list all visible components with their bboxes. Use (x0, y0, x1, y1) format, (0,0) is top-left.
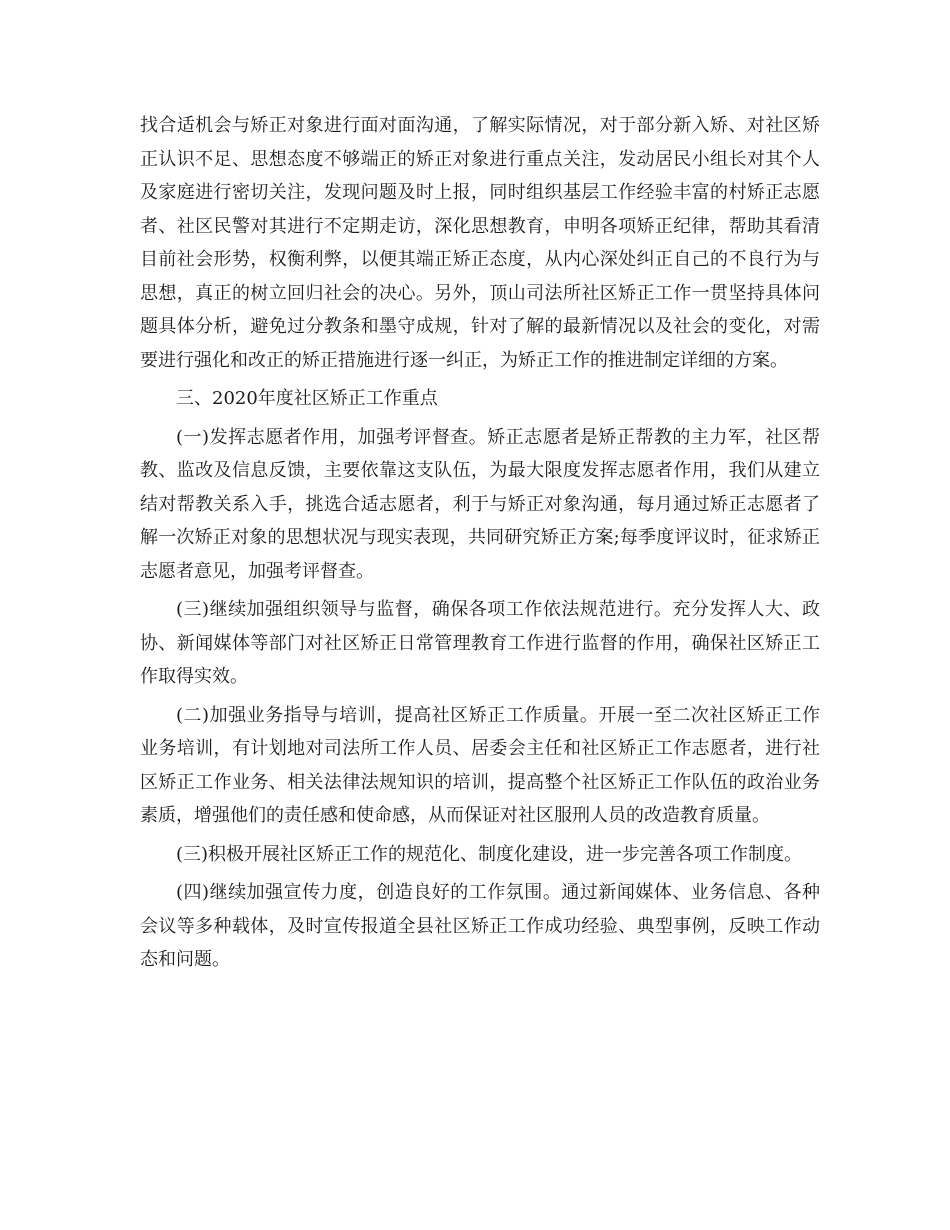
paragraph-training: (二)加强业务指导与培训，提高社区矫正工作质量。开展一至二次社区矫正工作业务培训，有计划地对司法所工作人员、居委会主任和社区矫正工作志愿者，进行社区矫正工作业务、相关法律法规知识的培训，提高整个社区矫正工作队伍的政治业务素质，增强他们的责任感和使命感，从而保证对社区服刑人员的改造教育质量。 (140, 704, 820, 826)
paragraph-continuation: 找合适机会与矫正对象进行面对面沟通，了解实际情况，对于部分新入矫、对社区矫正认识不足、思想态度不够端正的矫正对象进行重点关注，发动居民小组长对其个人及家庭进行密切关注，发现问题及时上报，同时组织基层工作经验丰富的村矫正志愿者、社区民警对其进行不定期走访，深化思想教育，申明各项矫正纪律，帮助其看清目前社会形势，权衡利弊，以便其端正矫正态度，从内心深处纠正自己的不良行为与思想，真正的树立回归社会的决心。另外，顶山司法所社区矫正工作一贯坚持具体问题具体分析，避免过分教条和墨守成规，针对了解的最新情况以及社会的变化，对需要进行强化和改正的矫正措施进行逐一纠正，为矫正工作的推进制定详细的方案。 (140, 115, 820, 371)
paragraph-publicity: (四)继续加强宣传力度，创造良好的工作氛围。通过新闻媒体、业务信息、各种会议等多种载体，及时宣传报道全县社区矫正工作成功经验、典型事例，反映工作动态和问题。 (140, 882, 820, 970)
paragraph-standardization: (三)积极开展社区矫正工作的规范化、制度化建设，进一步完善各项工作制度。 (176, 843, 803, 865)
document-body (140, 109, 820, 982)
section-heading: 三、2020年度社区矫正工作重点 (176, 388, 438, 409)
paragraph-supervision: (三)继续加强组织领导与监督，确保各项工作依法规范进行。充分发挥人大、政协、新闻媒体等部门对社区矫正日常管理教育工作进行监督的作用，确保社区矫正工作取得实效。 (140, 599, 820, 687)
paragraph-volunteers: (一)发挥志愿者作用，加强考评督查。矫正志愿者是矫正帮教的主力军，社区帮教、监改及信息反馈，主要依靠这支队伍，为最大限度发挥志愿者作用，我们从建立结对帮教关系入手，挑选合适志愿者，利于与矫正对象沟通，每月通过矫正志愿者了解一次矫正对象的思想状况与现实表现，共同研究矫正方案;每季度评议时，征求矫正志愿者意见，加强考评督查。 (140, 426, 820, 582)
